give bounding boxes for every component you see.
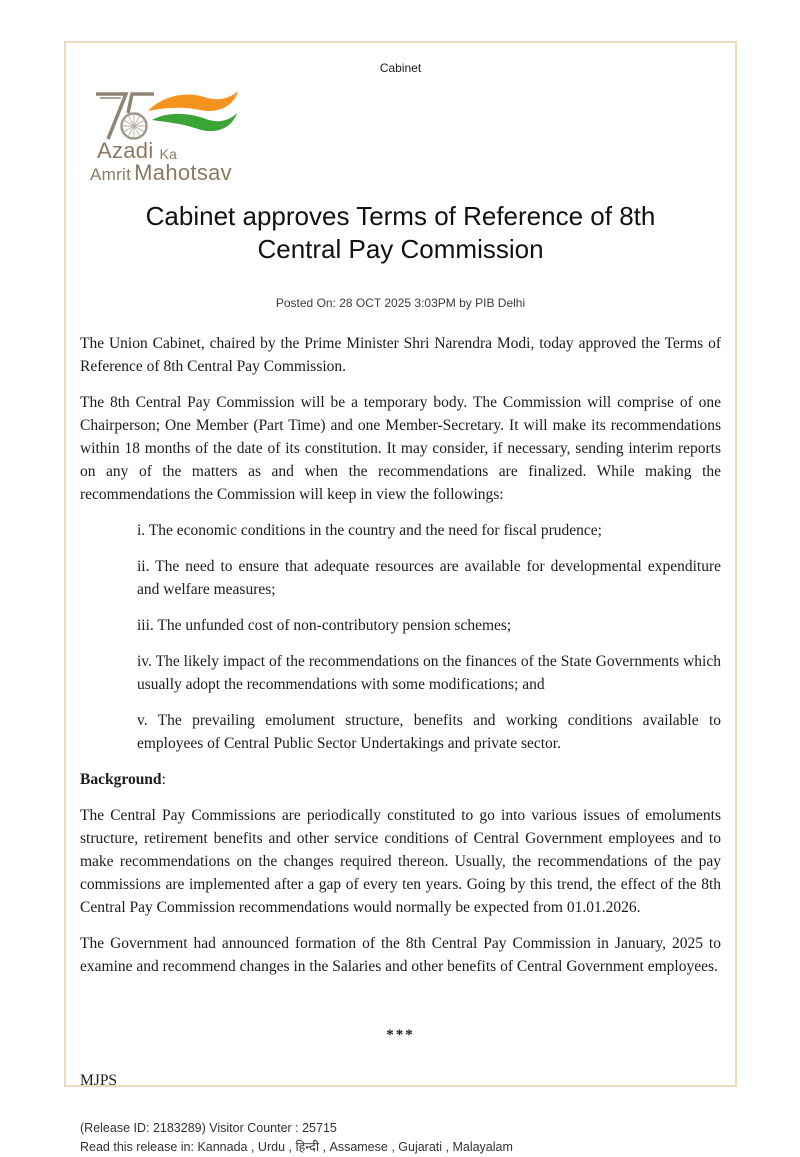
list-item-i: i. The economic conditions in the country and the need for fiscal prudence; [137,521,602,539]
logo-word-ka: Ka [159,146,178,162]
category-label: Cabinet [379,61,422,75]
background-heading-word: Background [80,770,162,788]
language-separator: , [442,1139,453,1154]
paragraph-commission: The 8th Central Pay Commission will be a temporary body. The Commission will comprise of one Chairperson; One Member (Part Time) and one Member-Secretary. It will make its recommendations within 18 months of the date of its constitution. It may consider, if necessary, sending interim reports on any of the matters as and when the recommendations are finalized. While making the recommendations the Commission will keep in view the followings: [80,393,721,503]
logo-word-mahotsav: Mahotsav [134,160,232,186]
language-link-gujarati[interactable]: Gujarati [398,1139,443,1154]
language-separator: , [285,1139,296,1154]
list-item-ii: ii. The need to ensure that adequate resources are available for developmental expenditure and welfare measures; [137,557,721,598]
language-link-hindi[interactable]: हिन्दी [295,1139,320,1154]
posted-on: Posted On: 28 OCT 2025 3:03PM by PIB Delhi [275,295,526,310]
background-heading-colon: : [161,770,166,788]
language-separator: , [387,1139,399,1154]
azadi-ka-amrit-mahotsav-logo [90,87,240,184]
list-item-iii: iii. The unfunded cost of non-contributory pension schemes; [137,616,512,634]
list-item-v: v. The prevailing emolument structure, benefits and working conditions available to employees of Central Public Sector Undertakings and private sector. [137,711,721,752]
background-heading [80,768,721,791]
signoff-initials: MJPS [80,1071,118,1089]
language-link-malayalam[interactable]: Malayalam [452,1139,513,1154]
logo-75-flag-icon [90,87,240,143]
language-link-urdu[interactable]: Urdu [257,1139,286,1154]
logo-wordmark [90,138,240,186]
separator-stars: *** [386,1026,415,1043]
release-id-line: (Release ID: 2183289) Visitor Counter : 25715 [80,1120,337,1135]
release-footer [80,1119,721,1157]
paragraph-background-1: The Central Pay Commissions are periodically constituted to go into various issues of emoluments structure, retirement benefits and other service conditions of Central Government employees and to make recommendations on the changes required thereon. Usually, the recommendations of the pay commissions are implemented after a gap of every ten years. Going by this trend, the effect of the 8th Central Pay Commission recommendations would normally be expected from 01.01.2026. [80,806,721,916]
logo-word-amrit: Amrit [90,165,132,185]
read-in-label: Read this release in: [80,1139,194,1154]
language-link-kannada[interactable]: Kannada [197,1139,248,1154]
press-release-page [64,41,737,1154]
language-separator: , [319,1139,330,1154]
logo-word-azadi: Azadi [97,138,154,163]
language-link-assamese[interactable]: Assamese [329,1139,388,1154]
language-separator: , [247,1139,258,1154]
page-title: Cabinet approves Terms of Reference of 8th Central Pay Commission [145,200,656,264]
list-item-iv: iv. The likely impact of the recommendations on the finances of the State Governments which usually adopt the recommendations with some modifications; and [137,652,721,693]
paragraph-background-2: The Government had announced formation of the 8th Central Pay Commission in January, 2025 to examine and recommend changes in the Salaries and other benefits of Central Government employees. [80,934,721,975]
read-in-line [80,1138,721,1157]
considerations-list [80,519,721,755]
paragraph-intro: The Union Cabinet, chaired by the Prime Minister Shri Narendra Modi, today approved the Terms of Reference of 8th Central Pay Commission. [80,334,721,375]
article-body [80,332,721,1092]
